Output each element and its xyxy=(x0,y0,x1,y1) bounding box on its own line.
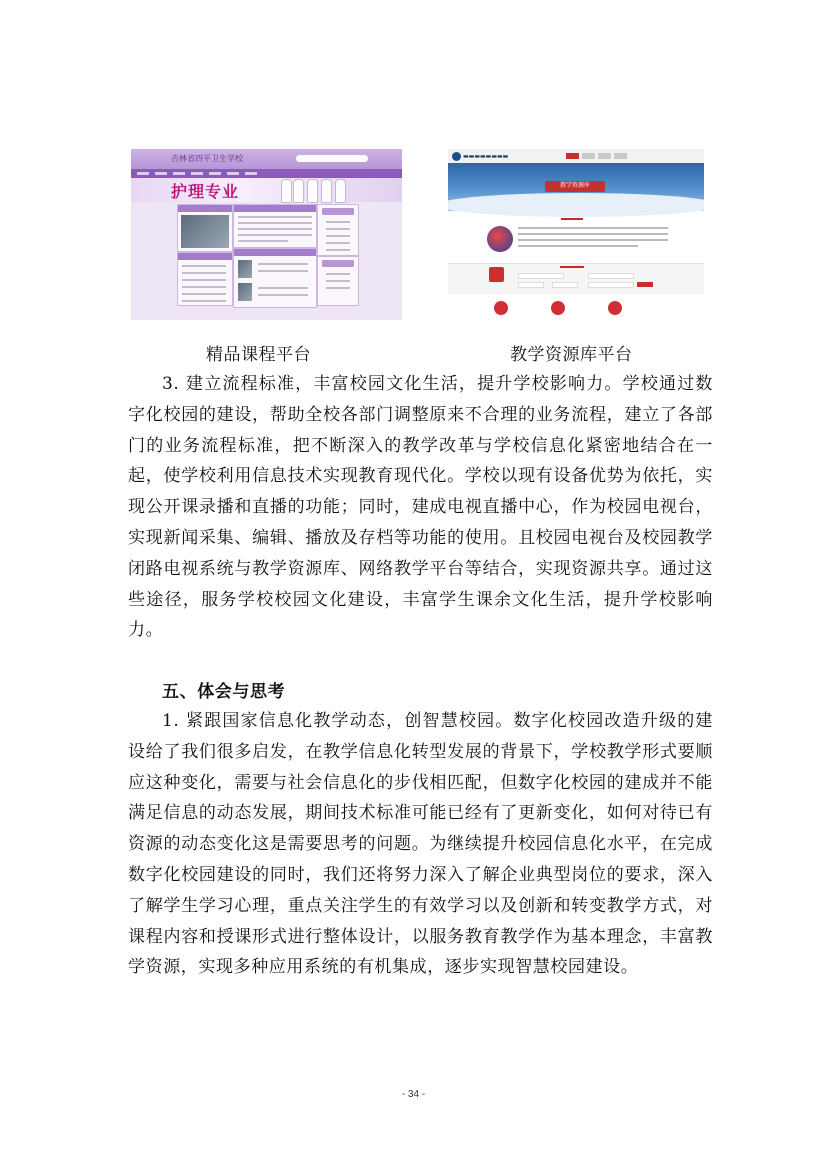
paragraph-3: 3. 建立流程标准，丰富校园文化生活，提升学校影响力。学校通过数字化校园的建设，帮助全校各部门调整原来不合理的业务流程，建立了各部门的业务流程标准，把不断深入的教学改革与学校信息化紧密地结合在一起，使学校利用信息技术实现教育现代化。学校以现有设备优势为依托，实现公开课录播和直播的功能；同时，建成电视直播中心，作为校园电视台，实现新闻采集、编辑、播放及存档等功能的使用。且校园电视台及校园教学闭路电视系统与教学资源库、网络教学平台等结合，实现资源共享。通过这些途径，服务学校校园文化建设，丰富学生课余文化生活，提升学校影响力。 xyxy=(128,374,713,641)
figure-illustration xyxy=(321,179,332,203)
school-name-graphic: ▬▬▬▬▬▬▬▬ xyxy=(463,153,509,160)
teacher-panel xyxy=(233,248,317,308)
figure-illustration xyxy=(293,179,304,203)
menu-panel xyxy=(317,204,359,256)
intro-text-line xyxy=(518,233,668,235)
section-heading xyxy=(561,218,583,220)
search-button xyxy=(637,282,653,287)
search-icon xyxy=(489,267,504,282)
search-field xyxy=(518,273,564,279)
banner-text: 护理专业 xyxy=(171,184,240,201)
globe-icon xyxy=(487,226,513,252)
search-heading xyxy=(560,266,584,268)
category-icon xyxy=(608,301,622,315)
school-logo-icon xyxy=(452,152,461,161)
nav-item xyxy=(566,153,579,159)
nav-item xyxy=(598,153,611,159)
banner-title: 教学资源库 xyxy=(545,181,605,192)
intro-panel xyxy=(233,204,317,248)
figure-caption-right: 教学资源库平台 xyxy=(510,345,633,365)
figure-illustration xyxy=(335,179,346,203)
teacher-photo xyxy=(238,260,252,278)
site-title: 吉林省四平卫生学校 xyxy=(171,154,243,163)
teacher-photo xyxy=(238,283,252,301)
banner-wave xyxy=(448,193,704,217)
list-panel xyxy=(177,252,233,306)
search-field xyxy=(518,282,544,288)
news-panel xyxy=(177,204,233,252)
section-heading: 五、体会与思考 xyxy=(162,682,286,702)
search-field xyxy=(588,282,634,288)
category-icon xyxy=(494,301,508,315)
resource-library-screenshot xyxy=(448,149,704,320)
figure-illustration xyxy=(307,179,318,203)
intro-text-line xyxy=(518,245,638,247)
intro-text-line xyxy=(518,227,668,229)
nav-item xyxy=(614,153,627,159)
news-photo xyxy=(181,215,229,248)
nav-item xyxy=(582,153,595,159)
search-field xyxy=(588,273,634,279)
intro-text-line xyxy=(518,239,668,241)
course-platform-screenshot xyxy=(131,149,402,320)
figure-illustration xyxy=(281,179,292,203)
search-field xyxy=(552,282,578,288)
paragraph-5-1: 1. 紧跟国家信息化教学动态，创智慧校园。数字化校园改造升级的建设给了我们很多启发，在教学信息化转型发展的背景下，学校教学形式要顺应这种变化，需要与社会信息化的步伐相匹配，但数字化校园的建成并不能满足信息的动态发展，期间技术标准可能已经有了更新变化，如何对待已有资源的动态变化这是需要思考的问题。为继续提升校园信息化水平，在完成数字化校园建设的同时，我们还将努力深入了解企业典型岗位的要求，深入了解学生学习心理，重点关注学生的有效学习以及创新和转变教学方式，对课程内容和授课形式进行整体设计，以服务教育教学作为基本理念，丰富教学资源，实现多种应用系统的有机集成，逐步实现智慧校园建设。 xyxy=(128,711,713,978)
search-bar xyxy=(296,155,368,162)
page-number: - 34 - xyxy=(401,1089,426,1100)
link-panel xyxy=(317,256,359,306)
category-icon xyxy=(551,301,565,315)
figure-caption-left: 精品课程平台 xyxy=(206,345,311,365)
site-nav xyxy=(131,169,402,178)
